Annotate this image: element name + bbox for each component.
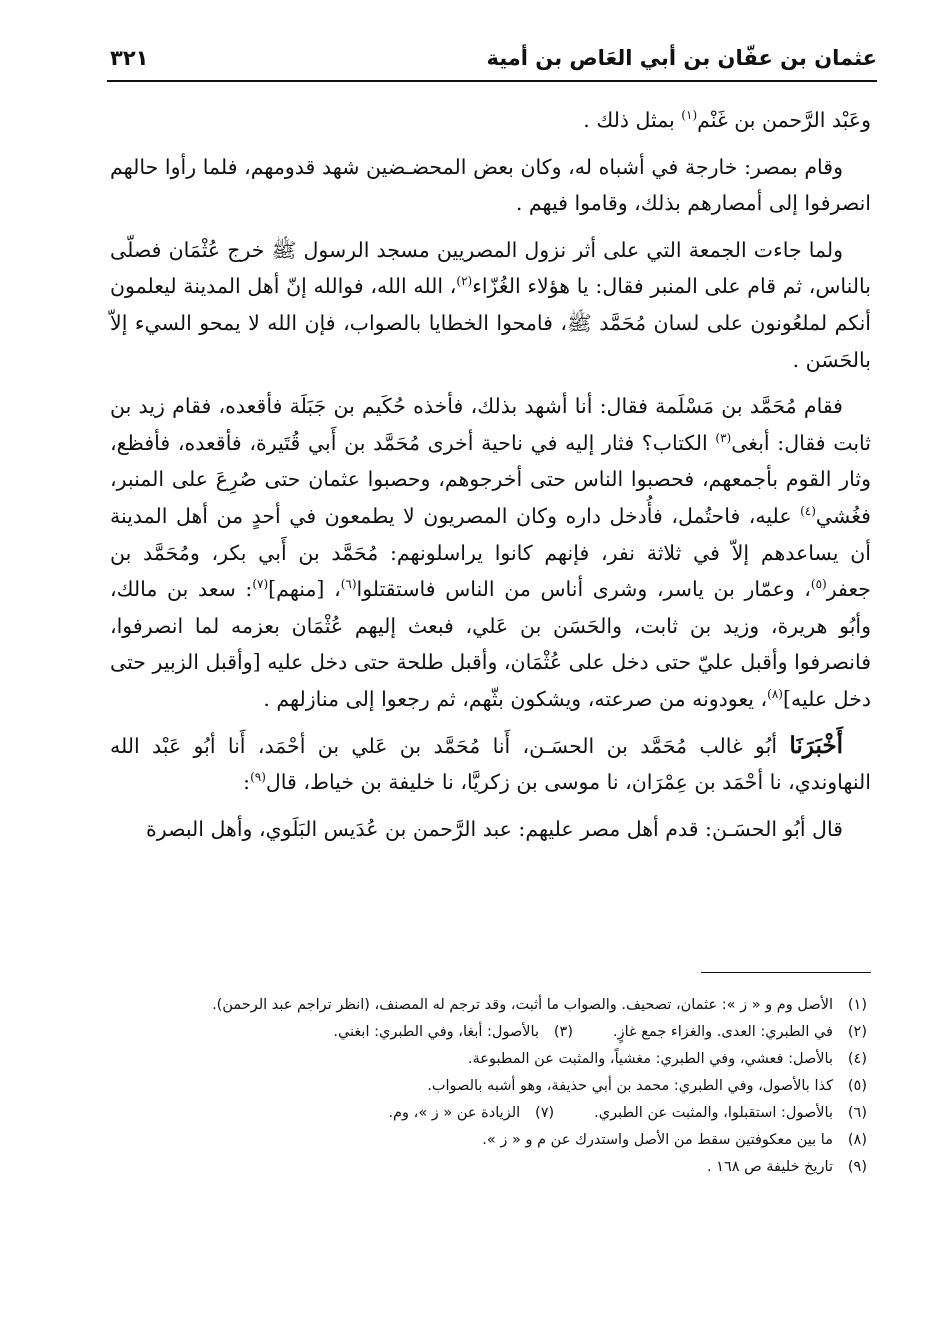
footnotes (110, 992, 867, 1181)
text-run: عليه، فاحتُمل، فأُدخل داره وكان المصريون لا يطمعون في أحدٍ من أهل المدينة أن يساعدهم إلاّ في ثلاثة نفر، فإنهم كانوا يراسلونهم: مُحَمَّد بن أَبي بكر، ومُحَمَّد بن جعفر (110, 503, 871, 602)
footnote-ref-3[interactable]: (٣) (715, 430, 732, 445)
text-run: ولما جاءت الجمعة التي على أثر نزول المصريين مسجد الرسول ﷺ خرج عُثْمَان فصلّى بالناس، ثم قام على المنبر فقال: يا هؤلاء الغُزّاء (110, 237, 871, 299)
footnote-row (110, 1073, 867, 1100)
footnote-text: بالأصول: أبغا، وفي الطبري: ابغني. (333, 1024, 539, 1040)
text-run: ، الله الله، فوالله إنّ أهل المدينة ليعلمون أنكم لملعُونون على لسان مُحَمَّد ﷺ، فامحوا الخطايا بالصواب، فإن الله لا يمحو السيء إلاّ بالحَسَن . (110, 274, 871, 372)
footnote-2 (613, 1019, 867, 1046)
footnote-5 (427, 1073, 867, 1100)
footnote-number: (٧) (535, 1105, 555, 1121)
footnote-row (110, 1046, 867, 1073)
footnote-text: تاريخ خليفة ص ١٦٨ . (706, 1159, 833, 1175)
footnote-ref-7[interactable]: (٧) (252, 577, 269, 592)
paragraph-3 (110, 232, 871, 378)
footnote-ref-8[interactable]: (٨) (767, 687, 783, 702)
text-run: : (243, 770, 251, 795)
isnad-keyword: أَخْبَرَنَا (789, 731, 843, 759)
text-run: ، وعمّار بن ياسر، وشرى أناس من الناس فاستقتلوا (356, 577, 811, 602)
footnote-ref-5[interactable]: (٥) (810, 577, 827, 592)
footnote-row (110, 1127, 867, 1154)
text-run: الكتاب؟ فثار إليه في ناحية أخرى مُحَمَّد بن أَبي قُتَيرة، فأقعده، فأفظع، وثار القوم بأجمعهم، فحصبوا الناس حتى أخرجوهم، وحصبوا عثمان حتى صُرِعَ على المنبر، فغُشي (110, 430, 871, 528)
footnote-text: الزيادة عن « ز »، وم. (388, 1105, 521, 1121)
footnote-text: بالأصول: استقبلوا، والمثبت عن الطبري. (594, 1105, 833, 1121)
paragraph-5 (110, 728, 871, 801)
footnote-number: (١) (847, 997, 867, 1013)
footnote-number: (٦) (847, 1105, 867, 1121)
text-run: بمثل ذلك . (583, 108, 682, 132)
text-run: ، [منهم] (268, 577, 341, 602)
page-number: ٣٢١ (110, 46, 149, 70)
footnote-4 (468, 1046, 867, 1073)
footnote-row (110, 1154, 867, 1181)
footnote-text: بالأصل: فعشي، وفي الطبري: مغشياً، والمثبت عن المطبوعة. (467, 1051, 833, 1067)
footnote-row (110, 1019, 867, 1046)
footnote-ref-2[interactable]: (٢) (456, 274, 473, 289)
footnote-7 (388, 1100, 554, 1127)
footnote-number: (٣) (553, 1024, 573, 1040)
footnote-number: (٥) (847, 1078, 867, 1094)
footnote-1 (212, 992, 867, 1019)
footnote-6 (594, 1100, 867, 1127)
main-text (110, 102, 871, 857)
paragraph-6: قال أبُو الحسَـن: قدم أهل مصر عليهم: عبد الرَّحمن بن عُدَيس البَلَوي، وأهل البصرة (146, 816, 843, 841)
text-run: ، يعودونه من صرعته، ويشكون بثّهم، ثم رجعوا إلى منازلهم . (263, 686, 768, 711)
footnote-ref-1[interactable]: (١) (681, 108, 698, 123)
footnote-8 (482, 1127, 867, 1154)
footnote-row (110, 1100, 867, 1127)
text-run: فقام مُحَمَّد بن مَسْلَمة فقال: أنا أشهد بذلك، فأخذه حُكَيم بن جَبَلَة فأقعده، فقام زيد بن ثابت فقال: أبغى (110, 394, 871, 455)
page-header (110, 38, 877, 78)
footnote-number: (٢) (847, 1024, 867, 1040)
footnote-text: في الطبري: العدى. والغزاء جمع غازٍ. (613, 1024, 833, 1040)
paragraph-4 (110, 388, 871, 717)
footnote-ref-4[interactable]: (٤) (800, 504, 816, 519)
footnote-number: (٤) (847, 1051, 867, 1067)
footnote-3 (333, 1019, 573, 1046)
running-title: عثمان بن عفّان بن أبي العَاص بن أمية (486, 46, 877, 70)
footnote-text: كذا بالأصول، وفي الطبري: محمد بن أبي حذيفة، وهو أشبه بالصواب. (427, 1078, 833, 1094)
footnote-ref-9[interactable]: (٩) (250, 770, 266, 785)
footnote-text: الأصل وم و « ز »: عثمان، تصحيف. والصواب ما أثبت، وقد ترجم له المصنف، (انظر تراجم عبد الرحمن). (212, 997, 833, 1013)
footnote-ref-6[interactable]: (٦) (340, 577, 357, 592)
footnote-text: ما بين معكوفتين سقط من الأصل واستدرك عن م و « ز ». (482, 1132, 833, 1148)
footnote-row (110, 992, 867, 1019)
paragraph-1 (110, 102, 871, 139)
footnote-number: (٩) (847, 1159, 867, 1175)
paragraph-2: وقام بمصر: خارجة في أشباه له، وكان بعض المحضـضين شهد قدومهم، فلما رأوا حالهم انصرفوا إلى أمصارهم بذلك، وقاموا فيهم . (110, 154, 871, 216)
footnote-number: (٨) (847, 1132, 867, 1148)
footnote-separator (701, 972, 871, 973)
text-run: أبُو غالب مُحَمَّد بن الحسَـن، أَنا مُحَمَّد بن عَلي بن أحْمَد، أَنا أبُو عَبْد الله النهاوندي، نا أحْمَد بن عِمْرَان، نا موسى بن زكريَّا، نا خليفة بن خياط، قال (110, 733, 871, 795)
text-run: وعَبْد الرَّحمن بن غَنْم (697, 108, 871, 132)
footnote-9 (707, 1154, 867, 1181)
header-rule (107, 80, 877, 82)
text-run: : سعد بن مالك، وأبُو هريرة، وزيد بن ثابت، والحَسَن بن عَلي، فبعث إليهم عُثْمَان بعزمه لما انصرفوا، فانصرفوا وأقبل عليّ حتى دخل على عُثْمَان، وأقبل طلحة حتى دخل عليه [وأقبل الزبير حتى دخل عليه] (110, 577, 871, 711)
